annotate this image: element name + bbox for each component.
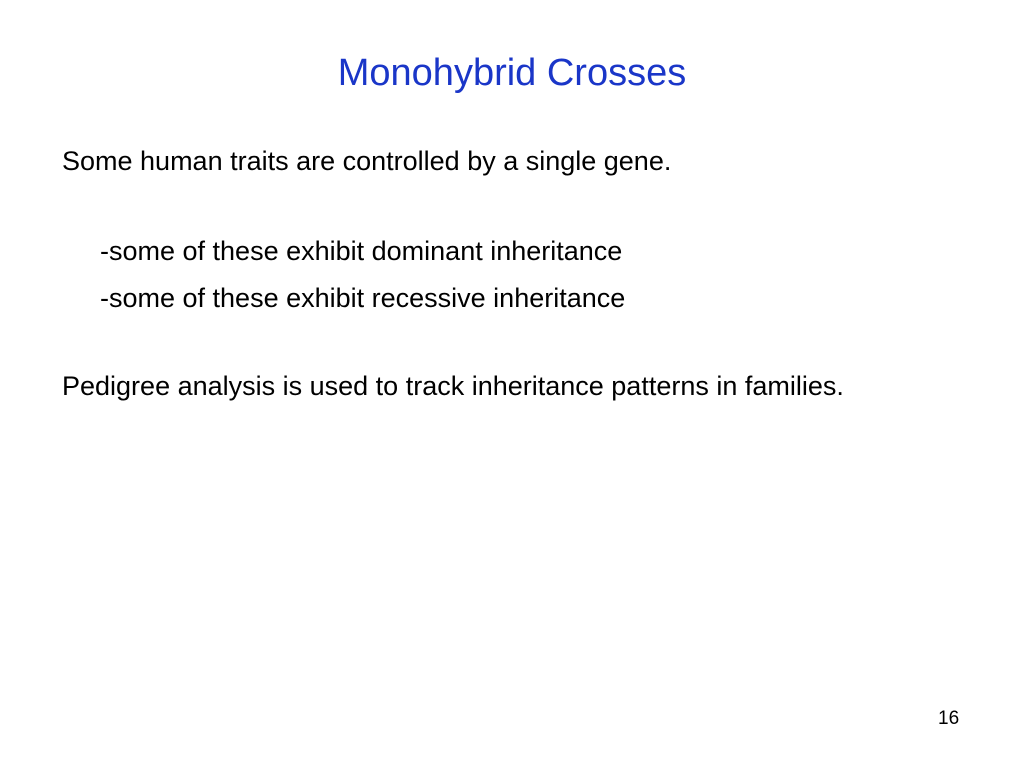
sub-bullet-recessive: -some of these exhibit recessive inheritance [100, 283, 626, 313]
paragraph-single-gene: Some human traits are controlled by a single gene. [62, 146, 672, 176]
slide-title: Monohybrid Crosses [337, 52, 687, 94]
sub-bullet-dominant: -some of these exhibit dominant inheritance [100, 236, 623, 266]
paragraph-pedigree: Pedigree analysis is used to track inheritance patterns in families. [62, 371, 844, 401]
page-number: 16 [938, 708, 960, 729]
